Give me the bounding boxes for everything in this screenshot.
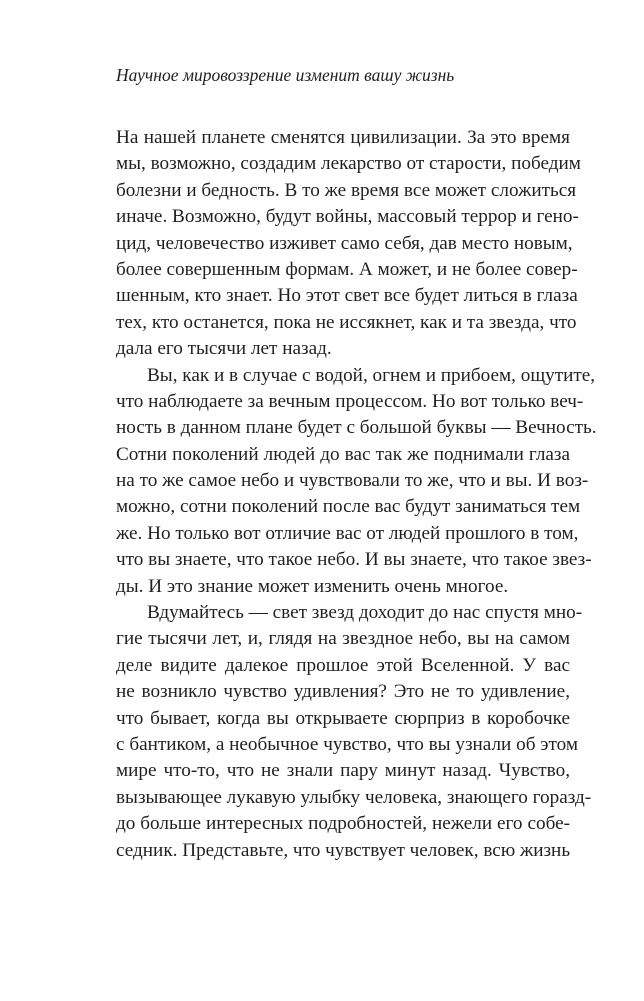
text-line: деле видите далекое прошлое этой Вселенной. У вас	[116, 654, 570, 676]
paragraph-3	[116, 600, 592, 864]
text-line: болезни и бедность. В то же время все может сложиться	[116, 179, 577, 201]
text-line: иначе. Возможно, будут войны, массовый террор и гено-	[116, 206, 579, 228]
text-line: можно, сотни поколений после вас будут заниматься тем	[116, 496, 581, 518]
text-line: Вы, как и в случае с водой, огнем и прибоем, ощутите,	[147, 364, 596, 386]
text-line: что наблюдаете за вечным процессом. Но вот только веч-	[116, 390, 584, 412]
text-line: На нашей планете сменятся цивилизации. За это время	[116, 127, 570, 148]
text-line: шенным, кто знает. Но этот свет все будет литься в глаза	[116, 285, 578, 307]
text-line: вызывающее лукавую улыбку человека, знающего горазд-	[116, 786, 592, 808]
paragraph-1	[116, 125, 581, 363]
text-line: мире что-то, что не знали пару минут назад. Чувство,	[116, 760, 570, 782]
text-line: не возникло чувство удивления? Это не то удивление,	[116, 681, 570, 703]
text-line: до больше интересных подробностей, нежели его собе-	[116, 813, 570, 835]
text-line: гие тысячи лет, и, глядя на звездное небо, вы на самом	[116, 628, 570, 650]
text-line: более совершенным формам. А может, и не более совер-	[116, 258, 578, 280]
text-line: же. Но только вот отличие вас от людей прошлого в том,	[116, 522, 579, 544]
text-line: ды. И это знание может изменить очень многое.	[116, 575, 509, 597]
text-line: мы, возможно, создадим лекарство от старости, победим	[116, 153, 581, 175]
text-line: что бывает, когда вы открываете сюрприз в коробочке	[116, 707, 570, 729]
text-line: Сотни поколений людей до вас так же поднимали глаза	[116, 443, 570, 465]
body-text	[116, 125, 597, 864]
text-line: Вдумайтесь — свет звезд доходит до нас спустя мно-	[147, 602, 583, 624]
text-line: на то же самое небо и чувствовали то же, что и вы. И воз-	[116, 470, 589, 492]
text-line: что вы знаете, что такое небо. И вы знаете, что такое звез-	[116, 549, 592, 571]
running-head: Научное мировоззрение изменит вашу жизнь	[116, 65, 455, 85]
text-line: седник. Представьте, что чувствует человек, всю жизнь	[116, 839, 571, 861]
text-line: цид, человечество изживет само себя, дав место новым,	[116, 232, 573, 254]
text-line: с бантиком, а необычное чувство, что вы узнали об этом	[116, 733, 579, 755]
text-line: ность в данном плане будет с большой буквы — Вечность.	[116, 417, 597, 439]
paragraph-2	[116, 363, 597, 601]
text-line: тех, кто останется, пока не иссякнет, как и та звезда, что	[116, 311, 577, 333]
text-line: дала его тысячи лет назад.	[116, 338, 332, 360]
